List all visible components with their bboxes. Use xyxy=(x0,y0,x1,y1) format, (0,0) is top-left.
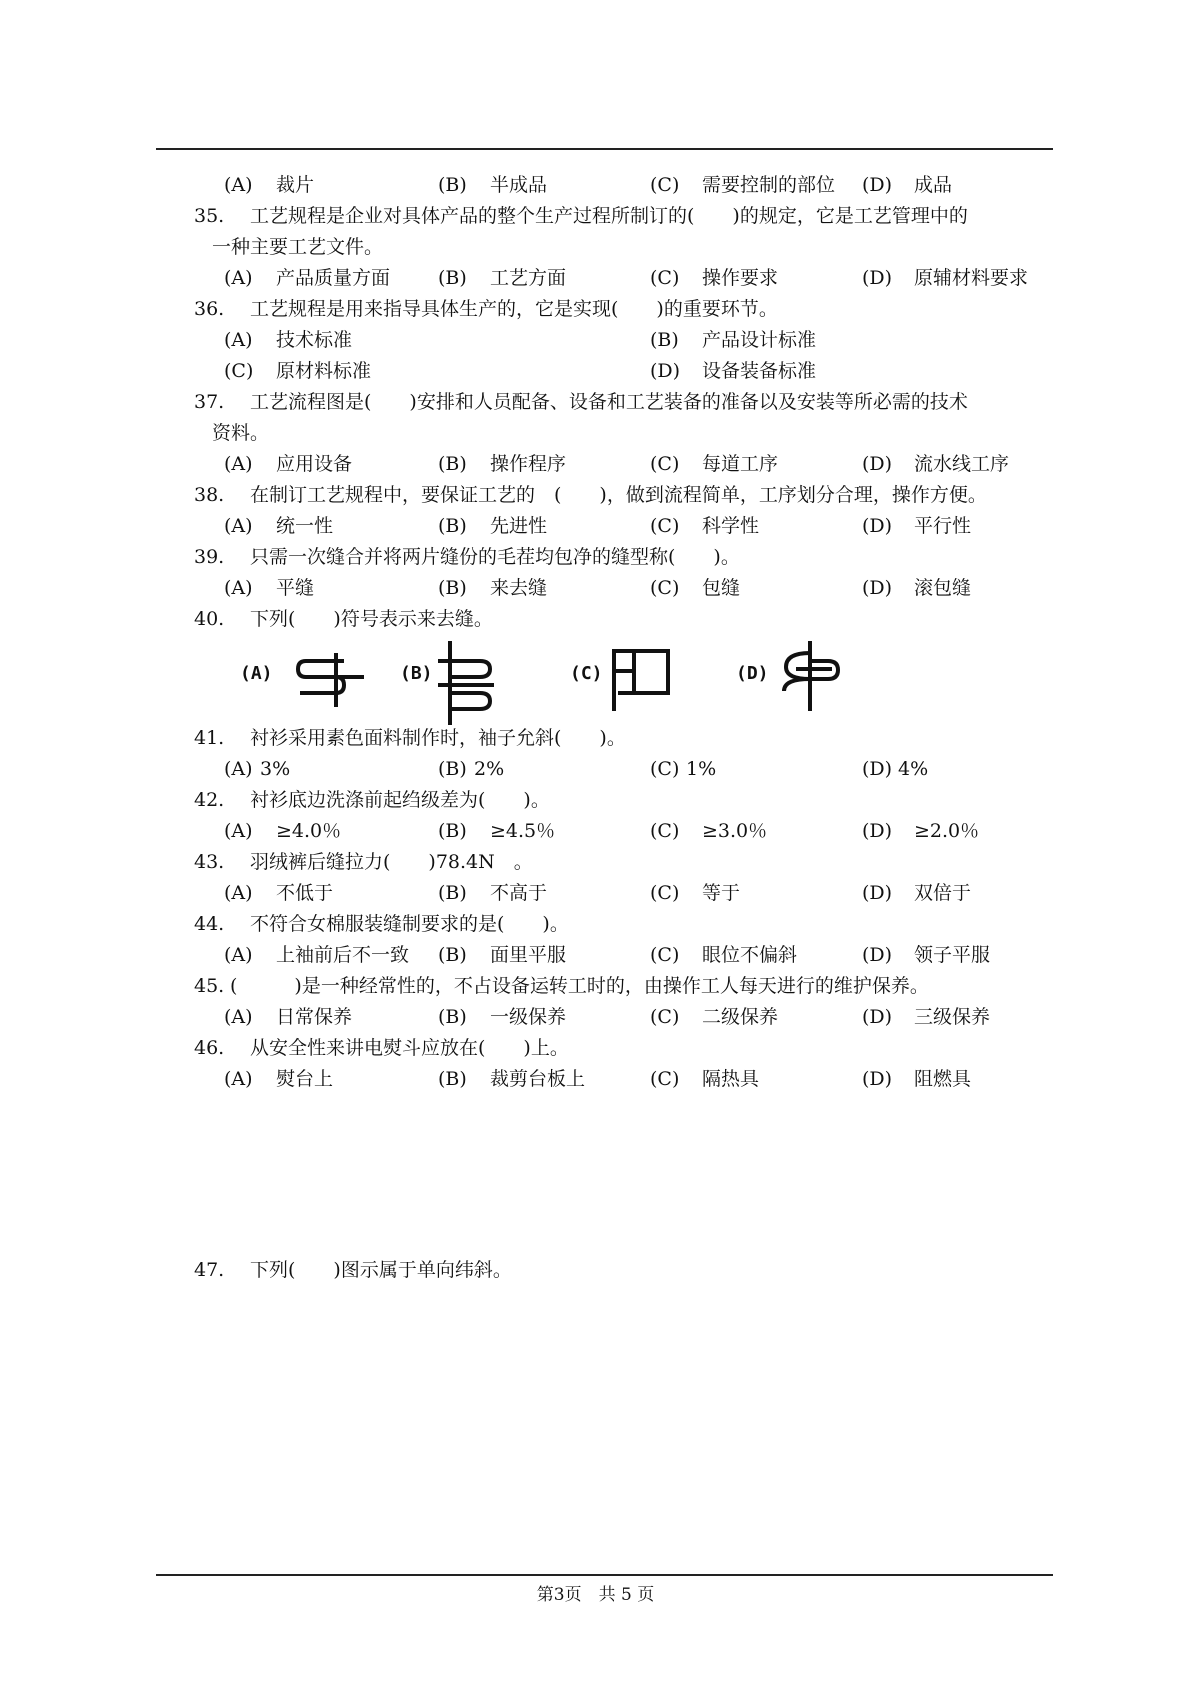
question-number: 42. xyxy=(194,789,225,811)
question-text: 羽绒裤后缝拉力( )78.4N 。 xyxy=(250,851,533,873)
option-d[interactable]: (D) 设备装备标准 xyxy=(650,360,817,382)
option-a[interactable]: (A) 统一性 xyxy=(224,515,334,537)
option-d[interactable]: (D) xyxy=(736,641,866,713)
option-b[interactable]: (B) 不高于 xyxy=(438,882,548,904)
option-b[interactable]: (B) 半成品 xyxy=(438,174,548,196)
question-number: 41. xyxy=(194,727,225,749)
question-41 xyxy=(190,723,1060,754)
question-44-options xyxy=(190,940,1060,971)
option-a[interactable]: (A) 技术标准 xyxy=(224,329,353,351)
question-35-continued xyxy=(190,232,1060,263)
question-44 xyxy=(190,909,1060,940)
option-a[interactable]: (A) xyxy=(240,641,370,713)
question-43-options xyxy=(190,878,1060,909)
question-text: 工艺规程是企业对具体产品的整个生产过程所制订的( )的规定，它是工艺管理中的 xyxy=(250,205,968,227)
header-rule xyxy=(156,148,1053,150)
question-46 xyxy=(190,1033,1060,1064)
option-c[interactable]: (C) 需要控制的部位 xyxy=(650,174,836,196)
question-text: 衬衫采用素色面料制作时，袖子允斜( )。 xyxy=(250,727,626,749)
option-b[interactable]: (B) 操作程序 xyxy=(438,453,567,475)
question-text: 不符合女棉服装缝制要求的是( )。 xyxy=(250,913,569,935)
question-text: 从安全性来讲电熨斗应放在( )上。 xyxy=(250,1037,569,1059)
option-d[interactable]: (D) 原辅材料要求 xyxy=(862,267,1029,289)
seam-symbol-a-icon xyxy=(296,641,366,713)
question-number: 43. xyxy=(194,851,225,873)
option-d[interactable]: (D) 流水线工序 xyxy=(862,453,1010,475)
option-d[interactable]: (D) 双倍于 xyxy=(862,882,972,904)
question-45 xyxy=(190,971,1060,1002)
question-39 xyxy=(190,542,1060,573)
seam-symbol-d-icon xyxy=(780,641,850,713)
option-a[interactable]: (A) 平缝 xyxy=(224,577,315,599)
prev-question-options xyxy=(190,170,1060,201)
seam-symbol-b-icon xyxy=(436,641,500,725)
option-c[interactable]: (C) 原材料标准 xyxy=(224,360,372,382)
question-number: 37. xyxy=(194,391,225,413)
page-number: 第3页 共 5 页 xyxy=(536,1585,655,1605)
option-c[interactable]: (C) xyxy=(570,641,700,713)
option-c[interactable]: (C) 眼位不偏斜 xyxy=(650,944,798,966)
option-a[interactable]: (A) 应用设备 xyxy=(224,453,353,475)
question-number: 36. xyxy=(194,298,225,320)
question-number: 38. xyxy=(194,484,225,506)
option-a[interactable]: (A) 产品质量方面 xyxy=(224,267,391,289)
option-a[interactable]: (A) 日常保养 xyxy=(224,1006,353,1028)
question-text: 衬衫底边洗涤前起绉级差为( )。 xyxy=(250,789,550,811)
option-c[interactable]: (C) 操作要求 xyxy=(650,267,779,289)
question-40 xyxy=(190,604,1060,635)
option-d[interactable]: (D) 阻燃具 xyxy=(862,1068,972,1090)
option-a[interactable]: (A) 3% xyxy=(224,758,291,780)
option-d[interactable]: (D) 领子平服 xyxy=(862,944,991,966)
option-d[interactable]: (D) ≥2.0％ xyxy=(862,820,980,842)
question-number: 47. xyxy=(194,1259,225,1281)
question-text: 工艺流程图是( )安排和人员配备、设备和工艺装备的准备以及安装等所必需的技术 xyxy=(250,391,968,413)
option-b[interactable]: (B) 面里平服 xyxy=(438,944,567,966)
question-47 xyxy=(190,1255,1060,1286)
option-d[interactable]: (D) 平行性 xyxy=(862,515,972,537)
blank-space xyxy=(190,1095,1060,1255)
exam-content xyxy=(190,170,1060,1286)
seam-symbol-c-icon xyxy=(608,641,678,713)
question-35-options xyxy=(190,263,1060,294)
option-c[interactable]: (C) ≥3.0％ xyxy=(650,820,768,842)
question-38 xyxy=(190,480,1060,511)
question-36 xyxy=(190,294,1060,325)
option-c[interactable]: (C) 隔热具 xyxy=(650,1068,760,1090)
question-text: 工艺规程是用来指导具体生产的，它是实现( )的重要环节。 xyxy=(250,298,778,320)
question-text: 在制订工艺规程中，要保证工艺的 ( )，做到流程简单，工序划分合理，操作方便。 xyxy=(250,484,987,506)
question-number: 45. xyxy=(194,975,225,997)
question-42-options xyxy=(190,816,1060,847)
option-a[interactable]: (A) 不低于 xyxy=(224,882,334,904)
question-text: ( )是一种经常性的，不占设备运转工时的，由操作工人每天进行的维护保养。 xyxy=(230,975,929,997)
question-37-options xyxy=(190,449,1060,480)
option-d[interactable]: (D) 三级保养 xyxy=(862,1006,991,1028)
option-c[interactable]: (C) 每道工序 xyxy=(650,453,779,475)
question-number: 35. xyxy=(194,205,225,227)
question-42 xyxy=(190,785,1060,816)
question-number: 46. xyxy=(194,1037,225,1059)
option-a[interactable]: (A) 上袖前后不一致 xyxy=(224,944,410,966)
question-text: 只需一次缝合并将两片缝份的毛茬均包净的缝型称( )。 xyxy=(250,546,740,568)
option-d[interactable]: (D) 4% xyxy=(862,758,929,780)
question-number: 40. xyxy=(194,608,225,630)
question-40-symbol-options xyxy=(190,635,1060,723)
question-45-options xyxy=(190,1002,1060,1033)
question-35 xyxy=(190,201,1060,232)
option-a[interactable]: (A) ≥4.0％ xyxy=(224,820,342,842)
question-39-options xyxy=(190,573,1060,604)
option-c[interactable]: (C) 包缝 xyxy=(650,577,741,599)
option-c[interactable]: (C) 科学性 xyxy=(650,515,760,537)
footer-rule xyxy=(156,1574,1053,1576)
question-text-continued: 资料。 xyxy=(212,422,270,444)
question-text: 下列( )符号表示来去缝。 xyxy=(250,608,493,630)
option-b[interactable]: (B) 产品设计标准 xyxy=(650,329,817,351)
question-text: 下列( )图示属于单向纬斜。 xyxy=(250,1259,512,1281)
option-b[interactable]: (B) 裁剪台板上 xyxy=(438,1068,586,1090)
option-c[interactable]: (C) 二级保养 xyxy=(650,1006,779,1028)
option-b[interactable]: (B) 工艺方面 xyxy=(438,267,567,289)
option-b[interactable]: (B) 2% xyxy=(438,758,505,780)
option-b[interactable]: (B) ≥4.5％ xyxy=(438,820,556,842)
option-d[interactable]: (D) 滚包缝 xyxy=(862,577,972,599)
option-a[interactable]: (A) 裁片 xyxy=(224,174,315,196)
option-d[interactable]: (D) 成品 xyxy=(862,174,953,196)
option-a[interactable]: (A) 熨台上 xyxy=(224,1068,334,1090)
question-number: 44. xyxy=(194,913,225,935)
question-36-options-row-2 xyxy=(190,356,1060,387)
question-37 xyxy=(190,387,1060,418)
question-number: 39. xyxy=(194,546,225,568)
question-46-options xyxy=(190,1064,1060,1095)
question-41-options xyxy=(190,754,1060,785)
option-b[interactable]: (B) 一级保养 xyxy=(438,1006,567,1028)
question-43 xyxy=(190,847,1060,878)
option-b[interactable]: (B) xyxy=(400,641,520,713)
question-text-continued: 一种主要工艺文件。 xyxy=(212,236,384,258)
question-38-options xyxy=(190,511,1060,542)
option-c[interactable]: (C) 等于 xyxy=(650,882,741,904)
option-b[interactable]: (B) 先进性 xyxy=(438,515,548,537)
option-c[interactable]: (C) 1% xyxy=(650,758,717,780)
question-37-continued xyxy=(190,418,1060,449)
option-b[interactable]: (B) 来去缝 xyxy=(438,577,548,599)
question-36-options-row-1 xyxy=(190,325,1060,356)
